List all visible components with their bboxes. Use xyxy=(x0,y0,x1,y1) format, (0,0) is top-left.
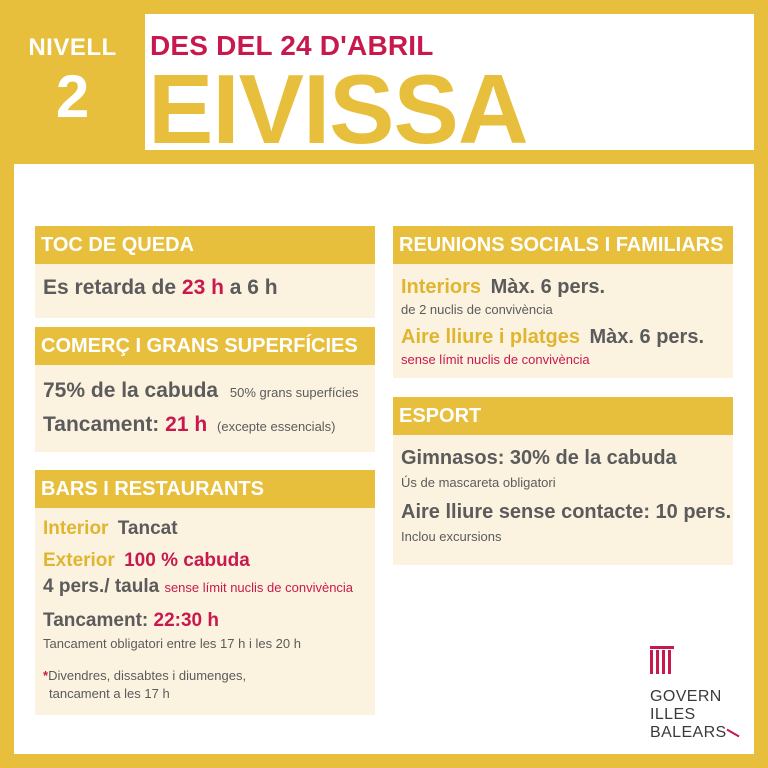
bars-title: BARS I RESTAURANTS xyxy=(35,470,375,508)
level-number: 2 xyxy=(55,63,90,130)
commerce-title: COMERÇ I GRANS SUPERFÍCIES xyxy=(35,327,375,365)
commerce-panel xyxy=(35,327,375,452)
bars-exterior-label: Exterior xyxy=(43,550,115,571)
bars-closing-note: Tancament obligatori entre les 17 h i les 20 h xyxy=(43,636,301,651)
level-badge xyxy=(0,0,145,150)
asterisk: * xyxy=(43,668,49,683)
bars-table-note: sense límit nuclis de convivència xyxy=(164,580,354,595)
sport-outdoor: Aire lliure sense contacte: 10 pers. xyxy=(401,501,732,523)
effective-date: DES DEL 24 D'ABRIL xyxy=(150,30,434,61)
bars-table-rule: 4 pers./ taula xyxy=(43,576,160,597)
curfew-start: 23 h xyxy=(181,276,224,299)
commerce-capacity-note: 50% grans superfícies xyxy=(229,385,359,400)
sport-title: ESPORT xyxy=(393,397,733,435)
bars-closing-time: 22:30 h xyxy=(153,610,219,631)
social-outdoor-note: sense límit nuclis de convivència xyxy=(401,352,590,367)
logo-line-1: GOVERN xyxy=(650,688,722,705)
flag-icon xyxy=(650,646,674,676)
level-label: NIVELL xyxy=(28,34,117,61)
sport-gym: Gimnasos: 30% de la cabuda xyxy=(401,447,677,469)
bars-exterior-value: 100 % cabuda xyxy=(124,550,250,571)
bars-interior-label: Interior xyxy=(43,518,109,539)
commerce-closing-label: Tancament: xyxy=(43,413,166,436)
social-interiors-line xyxy=(401,276,605,299)
social-panel xyxy=(393,226,733,378)
social-title: REUNIONS SOCIALS I FAMILIARS xyxy=(393,226,733,264)
bars-weekend-note-1 xyxy=(43,668,246,683)
commerce-closing-time: 21 h xyxy=(165,413,208,436)
island-title: EIVISSA xyxy=(148,54,528,164)
social-interiors-note: de 2 nuclis de convivència xyxy=(401,302,553,317)
sport-outdoor-note: Inclou excursions xyxy=(401,529,502,544)
bars-interior-line xyxy=(43,518,178,540)
sport-panel xyxy=(393,397,733,565)
top-band xyxy=(145,0,768,14)
commerce-closing-note: (excepte essencials) xyxy=(217,419,336,434)
social-outdoor-line xyxy=(401,326,704,349)
bars-exterior-line xyxy=(43,550,250,572)
social-interiors-label: Interiors xyxy=(401,276,482,298)
bars-closing-label: Tancament: xyxy=(43,610,154,631)
bars-panel xyxy=(35,470,375,715)
bars-closing-line xyxy=(43,610,219,632)
bars-table-line xyxy=(43,576,353,598)
logo-line-2: ILLES xyxy=(650,706,696,723)
bars-interior-value: Tancat xyxy=(117,518,178,539)
curfew-panel xyxy=(35,226,375,318)
bars-weekend-note-2: tancament a les 17 h xyxy=(49,686,170,701)
curfew-title: TOC DE QUEDA xyxy=(35,226,375,264)
social-interiors-value: Màx. 6 pers. xyxy=(490,276,606,298)
commerce-closing-line xyxy=(43,413,336,437)
curfew-text xyxy=(43,276,278,300)
curfew-suffix: a 6 h xyxy=(223,276,278,299)
curfew-prefix: Es retarda de xyxy=(43,276,182,299)
logo-line-3: BALEARS xyxy=(650,724,727,741)
weekend-note-text-1: Divendres, dissabtes i diumenges, xyxy=(48,668,247,683)
sport-gym-note: Ús de mascareta obligatori xyxy=(401,475,556,490)
social-outdoor-label: Aire lliure i platges xyxy=(401,326,580,348)
social-outdoor-value: Màx. 6 pers. xyxy=(589,326,705,348)
commerce-capacity: 75% de la cabuda xyxy=(43,379,219,402)
commerce-capacity-line xyxy=(43,379,359,403)
